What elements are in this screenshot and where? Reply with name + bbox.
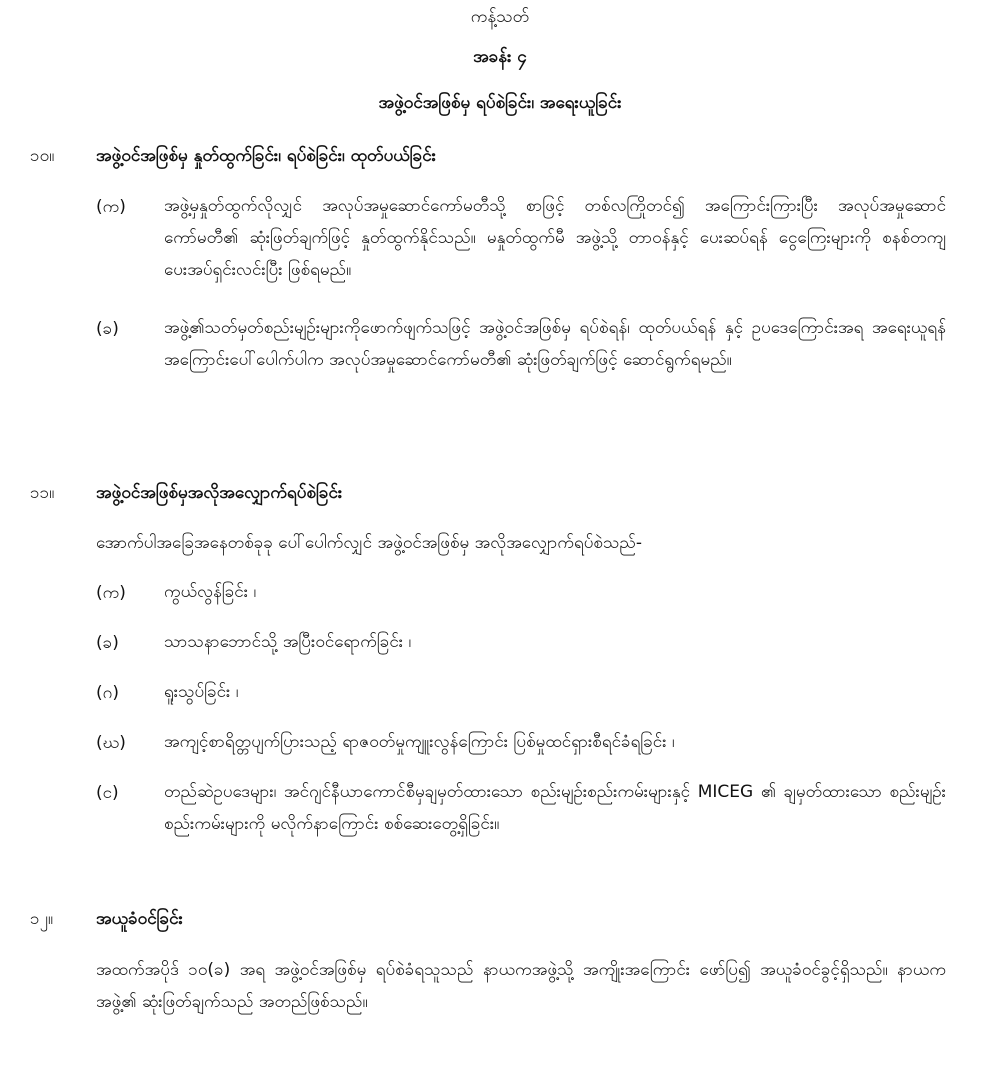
section-12-text: အထက်အပိုဒ် ၁၀(ခ) အရ အဖွဲ့ဝင်အဖြစ်မှ ရပ်စဲခံရသူသည် နာယကအဖွဲ့သို့ အကျိုးအကြောင်း ဖော်ပြ၍ အယူခံဝင်ခွင့်ရှိသည်။ နာယကအဖွဲ့၏ ဆုံးဖြတ်ချက်သည် အတည်ဖြစ်သည်။ xyxy=(96,960,946,1012)
classification-label: ကန့်သတ် xyxy=(470,7,530,27)
section-11-intro: အောက်ပါအခြေအနေတစ်ခုခု ပေါ်ပေါက်လျှင် အဖွဲ့ဝင်အဖြစ်မှ အလိုအလျှောက်ရပ်စဲသည်- xyxy=(96,533,642,553)
section-10-number: ၁၀။ xyxy=(30,146,55,166)
section-11-item-ga-text: ရူးသွပ်ခြင်း ၊ xyxy=(164,682,239,702)
section-11-heading: အဖွဲ့ဝင်အဖြစ်မှအလိုအလျှောက်ရပ်စဲခြင်း xyxy=(96,483,343,503)
chapter-number: အခန်း ၄ xyxy=(473,47,527,67)
chapter-title: အဖွဲ့ဝင်အဖြစ်မှ ရပ်စဲခြင်း၊ အရေးယူခြင်း xyxy=(378,93,622,113)
section-10-heading: အဖွဲ့ဝင်အဖြစ်မှ နှုတ်ထွက်ခြင်း၊ ရပ်စဲခြင်း၊ ထုတ်ပယ်ခြင်း xyxy=(96,146,436,166)
section-11-number: ၁၁။ xyxy=(30,483,55,503)
section-11-item-kha-text: သာသနာဘောင်သို့ အပြီးဝင်ရောက်ခြင်း ၊ xyxy=(164,632,412,652)
section-11-item-kha-marker: (ခ) xyxy=(96,633,119,653)
section-11-item-gha-marker: (ဃ) xyxy=(96,733,126,753)
section-12-heading: အယူခံဝင်ခြင်း xyxy=(96,909,183,929)
section-10-item-ka-marker: (က) xyxy=(96,197,126,217)
section-10-item-kha-text: အဖွဲ့၏သတ်မှတ်စည်းမျဉ်းများကိုဖောက်ဖျက်သဖြင့် အဖွဲ့ဝင်အဖြစ်မှ ရပ်စဲရန်၊ ထုတ်ပယ်ရန် နှင့် ဥပဒေကြောင်းအရ အရေးယူရန် အကြောင်းပေါ်ပေါက်ပါက အလုပ်အမှုဆောင်ကော်မတီ၏ ဆုံးဖြတ်ချက်ဖြင့် ဆောင်ရွက်ရမည်။ xyxy=(164,318,946,370)
section-11-item-nga-text: တည်ဆဲဥပဒေများ၊ အင်ဂျင်နီယာကောင်စီမှချမှတ်ထားသော စည်းမျဉ်းစည်းကမ်းများနှင့် MICEG ၏ ချမှတ်ထားသော စည်းမျဉ်းစည်းကမ်းများကို မလိုက်နာကြောင်း စစ်ဆေးတွေ့ရှိခြင်း။ xyxy=(164,782,946,834)
section-11-item-gha-text: အကျင့်စာရိတ္တပျက်ပြားသည့် ရာဇဝတ်မှုကျူးလွန်ကြောင်း ပြစ်မှုထင်ရှားစီရင်ခံရခြင်း ၊ xyxy=(164,732,675,752)
section-10-item-ka-text: အဖွဲ့မှနှုတ်ထွက်လိုလျှင် အလုပ်အမှုဆောင်ကော်မတီသို့ စာဖြင့် တစ်လကြိုတင်၍ အကြောင်းကြားပြီး အလုပ်အမှုဆောင်ကော်မတီ၏ ဆုံးဖြတ်ချက်ဖြင့် နှုတ်ထွက်နိုင်သည်။ မနှုတ်ထွက်မီ အဖွဲ့သို့ တာဝန်နှင့် ပေးဆပ်ရန် ငွေကြေးများကို စနစ်တကျပေးအပ်ရှင်းလင်းပြီး ဖြစ်ရမည်။ xyxy=(164,196,946,280)
section-11-item-ga-marker: (ဂ) xyxy=(96,683,119,703)
section-12-number: ၁၂။ xyxy=(30,909,54,929)
section-11-item-ka-text: ကွယ်လွန်ခြင်း ၊ xyxy=(164,582,257,602)
section-11-item-ka-marker: (က) xyxy=(96,583,126,603)
section-10-item-kha-marker: (ခ) xyxy=(96,319,119,339)
section-11-item-nga-marker: (င) xyxy=(96,783,119,803)
